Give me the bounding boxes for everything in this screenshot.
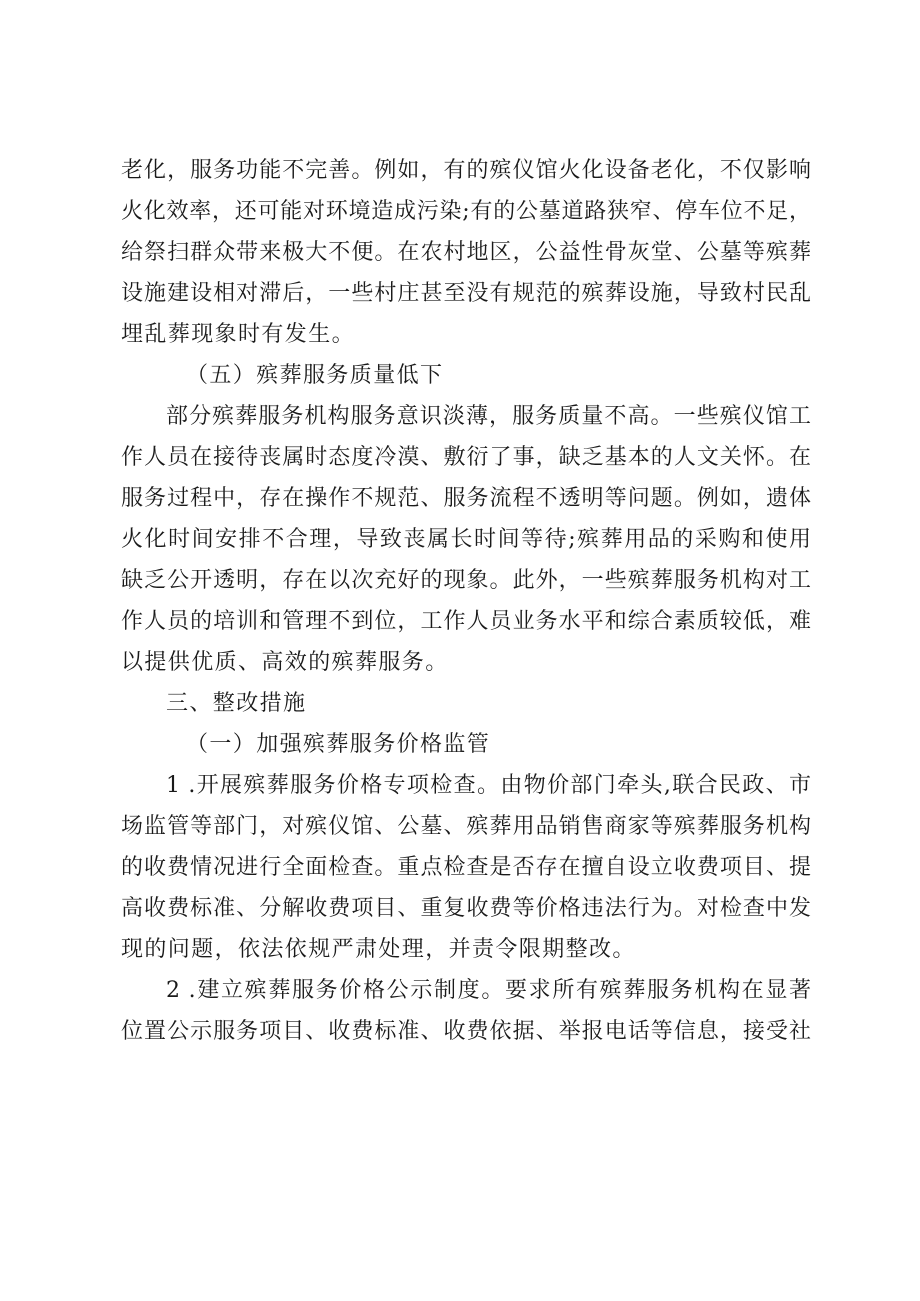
paragraph-line: 部分殡葬服务机构服务意识淡薄，服务质量不高。一些殡仪馆工 bbox=[166, 404, 811, 429]
numbered-item-line: 2 .建立殡葬服务价格公示制度。要求所有殡葬服务机构在显著 bbox=[166, 978, 811, 1003]
paragraph-line: 以提供优质、高效的殡葬服务。 bbox=[121, 650, 449, 675]
paragraph-line: 火化效率，还可能对环境造成污染;有的公墓道路狭窄、停车位不足， bbox=[121, 199, 811, 224]
paragraph-line: 位置公示服务项目、收费标准、收费依据、举报电话等信息，接受社 bbox=[121, 1019, 811, 1044]
paragraph-line: 老化，服务功能不完善。例如，有的殡仪馆火化设备老化，不仅影响 bbox=[121, 158, 811, 183]
paragraph-line: 埋乱葬现象时有发生。 bbox=[121, 322, 356, 347]
paragraph-line: 的收费情况进行全面检查。重点检查是否存在擅自设立收费项目、提 bbox=[121, 855, 811, 880]
paragraph-line: 设施建设相对滞后，一些村庄甚至没有规范的殡葬设施，导致村民乱 bbox=[121, 281, 811, 306]
paragraph-line: 作人员在接待丧属时态度冷漠、敷衍了事，缺乏基本的人文关怀。在 bbox=[121, 445, 811, 470]
paragraph-line: 场监管等部门，对殡仪馆、公墓、殡葬用品销售商家等殡葬服务机构 bbox=[121, 814, 811, 839]
paragraph-line: 给祭扫群众带来极大不便。在农村地区，公益性骨灰堂、公墓等殡葬 bbox=[121, 240, 811, 265]
paragraph-line: 作人员的培训和管理不到位，工作人员业务水平和综合素质较低，难 bbox=[121, 609, 811, 634]
document-page bbox=[121, 150, 811, 1052]
paragraph-line: 火化时间安排不合理，导致丧属长时间等待;殡葬用品的采购和使用 bbox=[121, 527, 811, 552]
numbered-item-line: 1 .开展殡葬服务价格专项检查。由物价部门牵头,联合民政、市 bbox=[166, 773, 811, 798]
paragraph-line: 服务过程中，存在操作不规范、服务流程不透明等问题。例如，遗体 bbox=[121, 486, 811, 511]
section-heading: （一）加强殡葬服务价格监管 bbox=[186, 732, 491, 757]
chapter-heading: 三、整改措施 bbox=[166, 691, 307, 716]
section-heading: （五）殡葬服务质量低下 bbox=[186, 363, 444, 388]
paragraph-line: 现的问题，依法依规严肃处理，并责令限期整改。 bbox=[121, 937, 636, 962]
paragraph-line: 高收费标准、分解收费项目、重复收费等价格违法行为。对检查中发 bbox=[121, 896, 811, 921]
paragraph-line: 缺乏公开透明，存在以次充好的现象。此外，一些殡葬服务机构对工 bbox=[121, 568, 811, 593]
